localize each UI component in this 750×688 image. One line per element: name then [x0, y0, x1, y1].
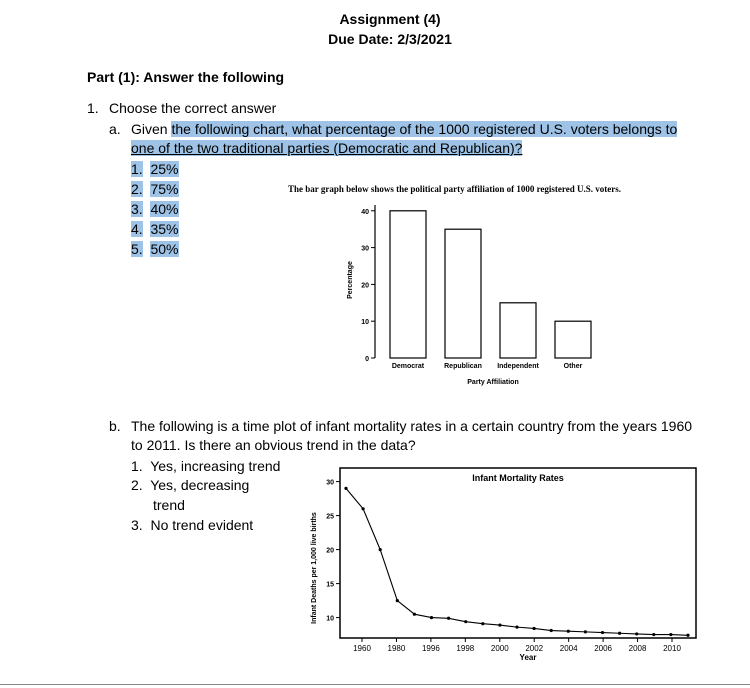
data-point [686, 634, 689, 637]
data-point [567, 630, 570, 633]
data-point [464, 620, 467, 623]
y-tick-label: 20 [361, 282, 369, 290]
data-point [618, 632, 621, 635]
data-point [430, 616, 433, 619]
bar-republican [445, 229, 481, 358]
q1a-highlight-line1: the following chart, what percentage of the 1000 registered U.S. voters belongs to [171, 121, 678, 137]
bar-chart-caption: The bar graph below shows the political party affiliation of 1000 registered U.S. voters. [288, 184, 621, 194]
q1a-option-5[interactable] [131, 240, 179, 259]
page-bottom-rule [0, 684, 750, 685]
q1a-option-2[interactable] [131, 180, 179, 199]
q1a-first-word: Given [131, 121, 168, 137]
option-text: 75% [150, 181, 179, 197]
data-point [584, 630, 587, 633]
q1a-option-4[interactable] [131, 220, 179, 239]
assignment-title: Assignment (4) [339, 11, 441, 27]
q1a-option-3[interactable] [131, 200, 179, 219]
x-tick-label: 2002 [525, 644, 544, 653]
y-tick-label: 40 [361, 208, 369, 216]
q1b-text-line1: The following is a time plot of infant mortality rates in a certain country from the years 1960 [131, 418, 693, 434]
q1b-option-2-wrap: trend [153, 497, 185, 513]
y-tick-label: 30 [361, 245, 369, 253]
x-category-label: Other [563, 363, 583, 370]
party-bar-chart [330, 200, 620, 395]
q1a-text-line2 [131, 139, 522, 158]
option-number: 1. [131, 161, 143, 177]
q1a-letter: a. [109, 121, 121, 137]
q1a-highlight-line2: one of the two traditional parties (Democratic and Republican)? [131, 140, 523, 156]
infant-mortality-chart [300, 462, 720, 672]
bar-other [555, 321, 591, 358]
data-point [362, 507, 365, 510]
bar-independent [500, 303, 536, 358]
data-point [550, 629, 553, 632]
option-number: 4. [131, 221, 143, 237]
x-tick-label: 1996 [421, 644, 440, 653]
q1b-letter: b. [109, 418, 121, 434]
x-tick-label: 1998 [456, 644, 475, 653]
q1b-option-2[interactable] [131, 476, 249, 495]
y-axis-title: Percentage [347, 261, 354, 299]
bar-democrat [390, 211, 426, 358]
x-tick-label: 2008 [628, 644, 647, 653]
data-point [669, 633, 672, 636]
option-number: 2. [131, 477, 143, 493]
x-category-label: Democrat [391, 363, 425, 370]
option-text: 25% [150, 161, 179, 177]
y-tick-label: 10 [326, 615, 334, 623]
data-point [481, 622, 484, 625]
data-point [515, 626, 518, 629]
y-tick-label: 0 [365, 356, 369, 363]
y-axis-title: Infant Deaths per 1,000 live births [311, 512, 318, 624]
q1-prompt: Choose the correct answer [109, 100, 277, 116]
data-point [533, 627, 536, 630]
q1-number: 1. [87, 100, 99, 116]
x-tick-label: 2006 [594, 644, 613, 653]
option-text: Yes, increasing trend [150, 458, 281, 474]
x-category-label: Independent [497, 363, 539, 370]
option-text: No trend evident [150, 517, 254, 533]
due-date: Due Date: 2/3/2021 [328, 31, 452, 47]
y-tick-label: 10 [361, 319, 369, 327]
y-tick-label: 25 [326, 513, 334, 521]
y-tick-label: 15 [326, 581, 334, 589]
data-point [601, 631, 604, 634]
option-number: 3. [131, 201, 143, 217]
x-tick-label: 1960 [353, 644, 371, 653]
part-heading: Part (1): Answer the following [87, 69, 285, 85]
option-text: 35% [150, 221, 179, 237]
data-point [652, 633, 655, 636]
option-text: Yes, decreasing [150, 477, 250, 493]
option-number: 2. [131, 181, 143, 197]
x-tick-label: 1980 [387, 644, 406, 653]
x-axis-title: Year [519, 653, 537, 662]
y-tick-label: 20 [326, 547, 334, 555]
data-point [396, 599, 399, 602]
y-tick-label: 30 [326, 479, 334, 487]
option-number: 5. [131, 241, 143, 257]
data-point [635, 632, 638, 635]
x-tick-label: 2004 [559, 644, 578, 653]
x-tick-label: 2000 [490, 644, 509, 653]
q1a-option-1[interactable] [131, 160, 179, 179]
q1b-option-3[interactable] [131, 516, 253, 535]
line-chart-title: Infant Mortality Rates [472, 473, 564, 483]
option-number: 3. [131, 517, 143, 533]
q1a-text-line1 [131, 120, 677, 139]
option-number: 1. [131, 458, 143, 474]
x-category-label: Republican [444, 363, 482, 370]
data-point [413, 613, 416, 616]
data-point [498, 623, 501, 626]
data-point [344, 487, 347, 490]
option-text: 50% [150, 241, 179, 257]
q1b-option-1[interactable] [131, 457, 280, 476]
data-point [379, 548, 382, 551]
q1b-text-line2: to 2011. Is there an obvious trend in the data? [131, 437, 416, 453]
x-tick-label: 2010 [663, 644, 681, 653]
option-text: 40% [150, 201, 179, 217]
data-point [447, 617, 450, 620]
x-axis-title: Party Affiliation [467, 379, 519, 386]
plot-frame [340, 468, 696, 638]
